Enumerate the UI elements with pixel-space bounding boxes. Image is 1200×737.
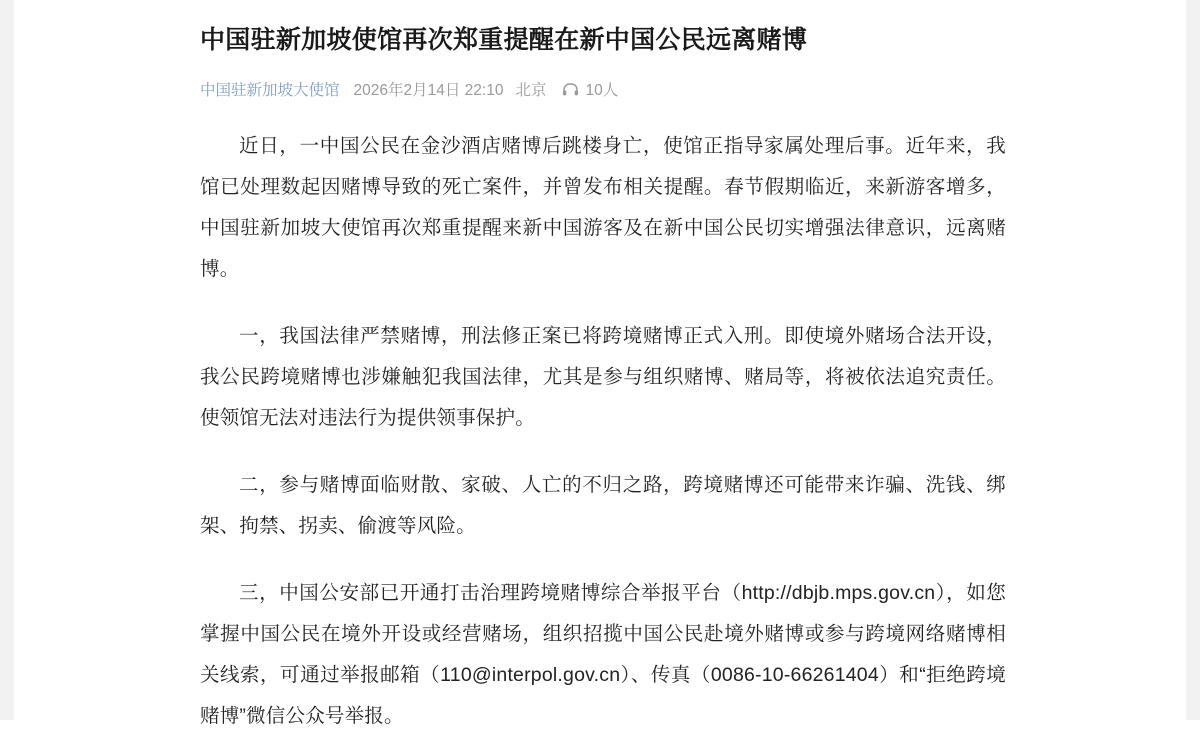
page-title: 中国驻新加坡使馆再次郑重提醒在新中国公民远离赌博 — [200, 26, 808, 54]
article-paragraph: 三，中国公安部已开通打击治理跨境赌博综合举报平台（http://dbjb.mps.gov.cn），如您掌握中国公民在境外开设或经营赌场，组织招揽中国公民赴境外赌博或参与跨境网络赌博相关线索，可通过举报邮箱（110@interpol.gov.cn）、传真（0086-10-66261404）和“拒绝跨境赌博”微信公众号举报。 — [200, 582, 1006, 728]
page-gutter-right — [1186, 0, 1200, 720]
page-gutter-left — [0, 0, 14, 720]
listen-control[interactable] — [562, 78, 618, 100]
article-paragraph: 一，我国法律严禁赌博，刑法修正案已将跨境赌博正式入刑。即使境外赌场合法开设，我公民跨境赌博也涉嫌触犯我国法律，尤其是参与组织赌博、赌局等，将被依法追究责任。使领馆无法对违法行为提供领事保护。 — [200, 325, 1006, 430]
article-container — [200, 0, 1006, 737]
article-paragraph: 二，参与赌博面临财散、家破、人亡的不归之路，跨境赌博还可能带来诈骗、洗钱、绑架、拘禁、拐卖、偷渡等风险。 — [200, 474, 1006, 538]
article-paragraph: 近日，一中国公民在金沙酒店赌博后跳楼身亡，使馆正指导家属处理后事。近年来，我馆已处理数起因赌博导致的死亡案件，并曾发布相关提醒。春节假期临近，来新游客增多，中国驻新加坡大使馆再次郑重提醒来新中国游客及在新中国公民切实增强法律意识，远离赌博。 — [200, 135, 1006, 281]
article-meta — [200, 78, 1006, 100]
article-body — [200, 126, 1006, 737]
article-location: 北京 — [515, 82, 547, 100]
headphone-icon — [562, 82, 579, 96]
listen-count: 10人 — [585, 82, 619, 100]
article-source-link[interactable]: 中国驻新加坡大使馆 — [200, 82, 340, 100]
article-timestamp: 2026年2月14日 22:10 — [353, 82, 504, 100]
